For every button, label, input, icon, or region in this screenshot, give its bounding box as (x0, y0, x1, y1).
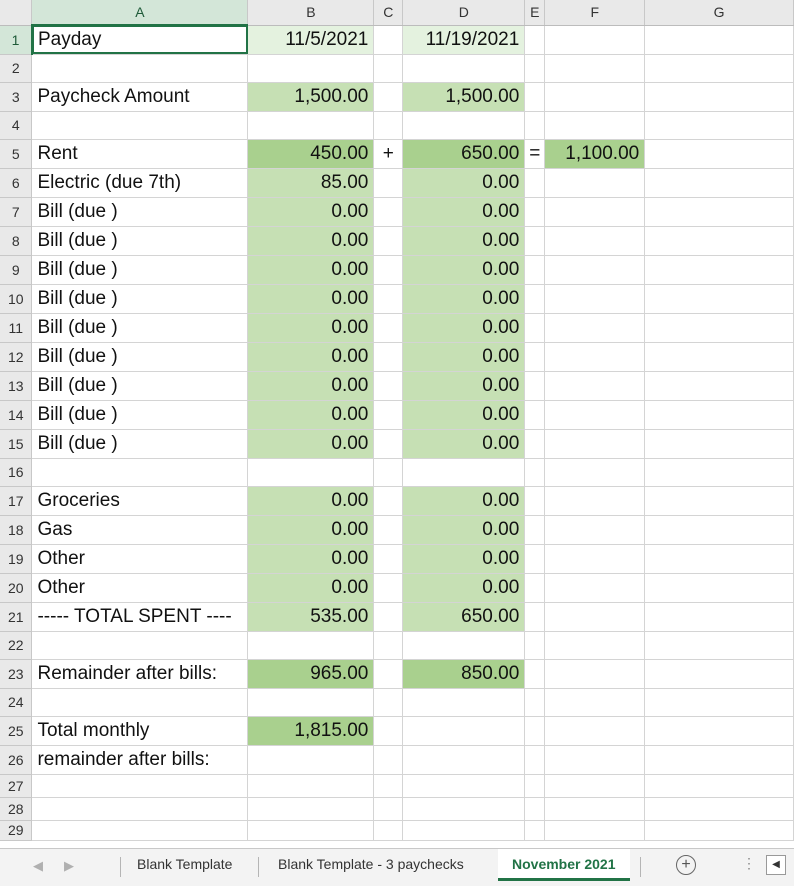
row-header[interactable]: 17 (0, 486, 32, 515)
table-row (0, 688, 794, 716)
cell-d16[interactable] (403, 458, 525, 486)
cell-c14[interactable] (374, 400, 403, 429)
cell-f22[interactable] (545, 631, 645, 659)
table-row (0, 429, 794, 458)
cell-e26[interactable] (525, 745, 545, 774)
cell-e23[interactable] (525, 659, 545, 688)
cell-c20[interactable] (374, 573, 403, 602)
cell-f5[interactable]: 1,100.00 (545, 139, 645, 168)
cell-e5[interactable]: = (525, 139, 545, 168)
cell-e4[interactable] (525, 111, 545, 139)
cell-b14[interactable]: 0.00 (248, 400, 374, 429)
cell-f26[interactable] (545, 745, 645, 774)
cell-a14[interactable]: Bill (due ) (32, 400, 248, 429)
table-row (0, 631, 794, 659)
column-header-a[interactable]: A (32, 0, 248, 25)
cell-g23[interactable] (645, 659, 794, 688)
cell-f13[interactable] (545, 371, 645, 400)
cell-g10[interactable] (645, 284, 794, 313)
cell-g29[interactable] (645, 820, 794, 840)
cell-c1[interactable] (374, 25, 403, 54)
cell-e22[interactable] (525, 631, 545, 659)
cell-g18[interactable] (645, 515, 794, 544)
cell-a15[interactable]: Bill (due ) (32, 429, 248, 458)
cell-b9[interactable]: 0.00 (248, 255, 374, 284)
cell-a17[interactable]: Groceries (32, 486, 248, 515)
cell-e19[interactable] (525, 544, 545, 573)
cell-e27[interactable] (525, 774, 545, 797)
table-row (0, 54, 794, 82)
row-header[interactable]: 11 (0, 313, 32, 342)
cell-d19[interactable]: 0.00 (403, 544, 525, 573)
cell-g27[interactable] (645, 774, 794, 797)
cell-d10[interactable]: 0.00 (403, 284, 525, 313)
cell-g6[interactable] (645, 168, 794, 197)
cell-f28[interactable] (545, 797, 645, 820)
cell-c9[interactable] (374, 255, 403, 284)
cell-g5[interactable] (645, 139, 794, 168)
cell-b2[interactable] (248, 54, 374, 82)
cell-a9[interactable]: Bill (due ) (32, 255, 248, 284)
cell-b29[interactable] (248, 820, 374, 840)
cell-d14[interactable]: 0.00 (403, 400, 525, 429)
cell-d8[interactable]: 0.00 (403, 226, 525, 255)
sheet-tab-bar (0, 848, 794, 886)
cell-d26[interactable] (403, 745, 525, 774)
cell-e14[interactable] (525, 400, 545, 429)
tab-november-2021[interactable]: November 2021 (498, 849, 630, 881)
cell-e18[interactable] (525, 515, 545, 544)
cell-f2[interactable] (545, 54, 645, 82)
cell-e28[interactable] (525, 797, 545, 820)
cell-b15[interactable]: 0.00 (248, 429, 374, 458)
cell-g7[interactable] (645, 197, 794, 226)
cell-a27[interactable] (32, 774, 248, 797)
row-header[interactable]: 27 (0, 774, 32, 797)
cell-e8[interactable] (525, 226, 545, 255)
cell-e15[interactable] (525, 429, 545, 458)
cell-g4[interactable] (645, 111, 794, 139)
cell-a8[interactable]: Bill (due ) (32, 226, 248, 255)
cell-b18[interactable]: 0.00 (248, 515, 374, 544)
cell-f4[interactable] (545, 111, 645, 139)
column-header-e[interactable]: E (525, 0, 545, 25)
cell-c18[interactable] (374, 515, 403, 544)
cell-d2[interactable] (403, 54, 525, 82)
table-row (0, 486, 794, 515)
cell-f21[interactable] (545, 602, 645, 631)
table-row (0, 716, 794, 745)
table-row (0, 400, 794, 429)
row-header[interactable]: 26 (0, 745, 32, 774)
cell-f11[interactable] (545, 313, 645, 342)
cell-g20[interactable] (645, 573, 794, 602)
cell-d28[interactable] (403, 797, 525, 820)
table-row (0, 284, 794, 313)
cell-f9[interactable] (545, 255, 645, 284)
cell-a20[interactable]: Other (32, 573, 248, 602)
row-header[interactable]: 21 (0, 602, 32, 631)
cell-b26[interactable] (248, 745, 374, 774)
cell-a11[interactable]: Bill (due ) (32, 313, 248, 342)
cell-e29[interactable] (525, 820, 545, 840)
row-header[interactable]: 12 (0, 342, 32, 371)
row-header[interactable]: 10 (0, 284, 32, 313)
cell-e11[interactable] (525, 313, 545, 342)
cell-c17[interactable] (374, 486, 403, 515)
cell-e20[interactable] (525, 573, 545, 602)
cell-a2[interactable] (32, 54, 248, 82)
cell-f7[interactable] (545, 197, 645, 226)
cell-f6[interactable] (545, 168, 645, 197)
cell-g1[interactable] (645, 25, 794, 54)
cell-c21[interactable] (374, 602, 403, 631)
row-header[interactable]: 8 (0, 226, 32, 255)
cell-e21[interactable] (525, 602, 545, 631)
cell-b5[interactable]: 450.00 (248, 139, 374, 168)
cell-f27[interactable] (545, 774, 645, 797)
cell-g28[interactable] (645, 797, 794, 820)
cell-g12[interactable] (645, 342, 794, 371)
cell-b13[interactable]: 0.00 (248, 371, 374, 400)
cell-a22[interactable] (32, 631, 248, 659)
table-row (0, 197, 794, 226)
cell-g24[interactable] (645, 688, 794, 716)
table-row (0, 313, 794, 342)
cell-g19[interactable] (645, 544, 794, 573)
cell-f3[interactable] (545, 82, 645, 111)
cell-d17[interactable]: 0.00 (403, 486, 525, 515)
cell-b27[interactable] (248, 774, 374, 797)
table-row (0, 82, 794, 111)
cell-b3[interactable]: 1,500.00 (248, 82, 374, 111)
cell-f14[interactable] (545, 400, 645, 429)
cell-g15[interactable] (645, 429, 794, 458)
cell-c29[interactable] (374, 820, 403, 840)
cell-g21[interactable] (645, 602, 794, 631)
column-header-d[interactable]: D (403, 0, 525, 25)
cell-a6[interactable]: Electric (due 7th) (32, 168, 248, 197)
cell-e9[interactable] (525, 255, 545, 284)
tab-divider (640, 857, 641, 877)
cell-c23[interactable] (374, 659, 403, 688)
cell-b25[interactable]: 1,815.00 (248, 716, 374, 745)
row-header[interactable]: 13 (0, 371, 32, 400)
column-header-b[interactable]: B (248, 0, 374, 25)
cell-c15[interactable] (374, 429, 403, 458)
cell-b7[interactable]: 0.00 (248, 197, 374, 226)
cell-d5[interactable]: 650.00 (403, 139, 525, 168)
cell-b22[interactable] (248, 631, 374, 659)
cell-d25[interactable] (403, 716, 525, 745)
row-header[interactable]: 1 (0, 25, 32, 54)
cell-a16[interactable] (32, 458, 248, 486)
cell-g13[interactable] (645, 371, 794, 400)
cell-g8[interactable] (645, 226, 794, 255)
cell-c6[interactable] (374, 168, 403, 197)
row-header[interactable]: 22 (0, 631, 32, 659)
cell-b28[interactable] (248, 797, 374, 820)
cell-e16[interactable] (525, 458, 545, 486)
cell-d27[interactable] (403, 774, 525, 797)
cell-a19[interactable]: Other (32, 544, 248, 573)
cell-f8[interactable] (545, 226, 645, 255)
column-header-g[interactable]: G (645, 0, 794, 25)
cell-d6[interactable]: 0.00 (403, 168, 525, 197)
cell-c24[interactable] (374, 688, 403, 716)
cell-d12[interactable]: 0.00 (403, 342, 525, 371)
cell-d22[interactable] (403, 631, 525, 659)
select-all-corner[interactable] (0, 0, 32, 25)
cell-d23[interactable]: 850.00 (403, 659, 525, 688)
cell-d21[interactable]: 650.00 (403, 602, 525, 631)
cell-g17[interactable] (645, 486, 794, 515)
cell-e17[interactable] (525, 486, 545, 515)
cell-a21[interactable]: ----- TOTAL SPENT ---- (32, 602, 248, 631)
cell-c28[interactable] (374, 797, 403, 820)
cell-d29[interactable] (403, 820, 525, 840)
cell-e13[interactable] (525, 371, 545, 400)
cell-g14[interactable] (645, 400, 794, 429)
row-header[interactable]: 3 (0, 82, 32, 111)
row-header[interactable]: 7 (0, 197, 32, 226)
cell-e10[interactable] (525, 284, 545, 313)
tab-blank-template-3-paychecks[interactable]: Blank Template - 3 paychecks (278, 856, 464, 872)
table-row (0, 168, 794, 197)
row-header[interactable]: 28 (0, 797, 32, 820)
cell-d24[interactable] (403, 688, 525, 716)
cell-a28[interactable] (32, 797, 248, 820)
cell-b1[interactable]: 11/5/2021 (248, 25, 374, 54)
cell-c16[interactable] (374, 458, 403, 486)
cell-a13[interactable]: Bill (due ) (32, 371, 248, 400)
tab-divider (258, 857, 259, 877)
cell-e12[interactable] (525, 342, 545, 371)
cell-d4[interactable] (403, 111, 525, 139)
cell-g11[interactable] (645, 313, 794, 342)
column-header-c[interactable]: C (374, 0, 403, 25)
cell-e24[interactable] (525, 688, 545, 716)
cell-a4[interactable] (32, 111, 248, 139)
cell-d1[interactable]: 11/19/2021 (403, 25, 525, 54)
cell-g25[interactable] (645, 716, 794, 745)
table-row (0, 25, 794, 54)
cell-d11[interactable]: 0.00 (403, 313, 525, 342)
cell-f10[interactable] (545, 284, 645, 313)
cell-d18[interactable]: 0.00 (403, 515, 525, 544)
cell-c5[interactable]: + (374, 139, 403, 168)
cell-b8[interactable]: 0.00 (248, 226, 374, 255)
row-header[interactable]: 24 (0, 688, 32, 716)
row-header[interactable]: 29 (0, 820, 32, 840)
cell-d20[interactable]: 0.00 (403, 573, 525, 602)
row-header[interactable]: 5 (0, 139, 32, 168)
cell-e2[interactable] (525, 54, 545, 82)
cell-c19[interactable] (374, 544, 403, 573)
cell-b19[interactable]: 0.00 (248, 544, 374, 573)
cell-b6[interactable]: 85.00 (248, 168, 374, 197)
cell-b23[interactable]: 965.00 (248, 659, 374, 688)
cell-a18[interactable]: Gas (32, 515, 248, 544)
table-row (0, 602, 794, 631)
cell-c8[interactable] (374, 226, 403, 255)
cell-c27[interactable] (374, 774, 403, 797)
cell-b17[interactable]: 0.00 (248, 486, 374, 515)
cell-a24[interactable] (32, 688, 248, 716)
tab-divider (120, 857, 121, 877)
cell-c10[interactable] (374, 284, 403, 313)
cell-c7[interactable] (374, 197, 403, 226)
cell-f15[interactable] (545, 429, 645, 458)
row-header[interactable]: 16 (0, 458, 32, 486)
table-row (0, 820, 794, 840)
cell-g16[interactable] (645, 458, 794, 486)
cell-e25[interactable] (525, 716, 545, 745)
column-header-f[interactable]: F (545, 0, 645, 25)
cell-d3[interactable]: 1,500.00 (403, 82, 525, 111)
cell-c13[interactable] (374, 371, 403, 400)
cell-a1[interactable]: Payday (32, 25, 248, 54)
cell-d9[interactable]: 0.00 (403, 255, 525, 284)
cell-g26[interactable] (645, 745, 794, 774)
cell-f1[interactable] (545, 25, 645, 54)
cell-a10[interactable]: Bill (due ) (32, 284, 248, 313)
row-header[interactable]: 2 (0, 54, 32, 82)
cell-c2[interactable] (374, 54, 403, 82)
cell-f23[interactable] (545, 659, 645, 688)
table-row (0, 573, 794, 602)
cell-e3[interactable] (525, 82, 545, 111)
cell-b11[interactable]: 0.00 (248, 313, 374, 342)
cell-f29[interactable] (545, 820, 645, 840)
table-row (0, 111, 794, 139)
cell-c25[interactable] (374, 716, 403, 745)
cell-e7[interactable] (525, 197, 545, 226)
cell-a26[interactable]: remainder after bills: (32, 745, 248, 774)
cell-c11[interactable] (374, 313, 403, 342)
row-header[interactable]: 6 (0, 168, 32, 197)
cell-g22[interactable] (645, 631, 794, 659)
plus-circle-icon[interactable]: + (676, 855, 696, 875)
cell-e1[interactable] (525, 25, 545, 54)
cell-b10[interactable]: 0.00 (248, 284, 374, 313)
vertical-dots-icon: ⋮ (742, 855, 756, 871)
table-row (0, 774, 794, 797)
table-row (0, 342, 794, 371)
cell-f17[interactable] (545, 486, 645, 515)
cell-f25[interactable] (545, 716, 645, 745)
chevron-right-icon[interactable]: ▶ (64, 858, 74, 873)
row-header[interactable]: 4 (0, 111, 32, 139)
tab-blank-template[interactable]: Blank Template (137, 856, 233, 872)
row-header[interactable]: 19 (0, 544, 32, 573)
cell-a7[interactable]: Bill (due ) (32, 197, 248, 226)
cell-f16[interactable] (545, 458, 645, 486)
table-row (0, 797, 794, 820)
cell-g2[interactable] (645, 54, 794, 82)
row-header[interactable]: 18 (0, 515, 32, 544)
cell-f12[interactable] (545, 342, 645, 371)
table-row (0, 458, 794, 486)
cell-a29[interactable] (32, 820, 248, 840)
cell-a3[interactable]: Paycheck Amount (32, 82, 248, 111)
table-row (0, 515, 794, 544)
cell-f18[interactable] (545, 515, 645, 544)
cell-f19[interactable] (545, 544, 645, 573)
cell-c3[interactable] (374, 82, 403, 111)
cell-c12[interactable] (374, 342, 403, 371)
cell-g9[interactable] (645, 255, 794, 284)
table-row (0, 544, 794, 573)
cell-c22[interactable] (374, 631, 403, 659)
cell-b12[interactable]: 0.00 (248, 342, 374, 371)
cell-a5[interactable]: Rent (32, 139, 248, 168)
table-row (0, 226, 794, 255)
cell-f20[interactable] (545, 573, 645, 602)
table-row (0, 659, 794, 688)
cell-d15[interactable]: 0.00 (403, 429, 525, 458)
cell-c26[interactable] (374, 745, 403, 774)
row-header[interactable]: 9 (0, 255, 32, 284)
row-header[interactable]: 23 (0, 659, 32, 688)
cell-c4[interactable] (374, 111, 403, 139)
row-header[interactable]: 14 (0, 400, 32, 429)
chevron-left-icon[interactable]: ◀ (33, 858, 43, 873)
cell-b4[interactable] (248, 111, 374, 139)
scroll-left-icon[interactable]: ◀ (766, 855, 786, 875)
cell-b20[interactable]: 0.00 (248, 573, 374, 602)
table-row (0, 371, 794, 400)
row-header[interactable]: 15 (0, 429, 32, 458)
cell-d13[interactable]: 0.00 (403, 371, 525, 400)
row-header[interactable]: 25 (0, 716, 32, 745)
row-header[interactable]: 20 (0, 573, 32, 602)
cell-e6[interactable] (525, 168, 545, 197)
table-row (0, 255, 794, 284)
table-row (0, 139, 794, 168)
table-row (0, 745, 794, 774)
cell-b24[interactable] (248, 688, 374, 716)
cell-b16[interactable] (248, 458, 374, 486)
cell-a25[interactable]: Total monthly (32, 716, 248, 745)
cell-a23[interactable]: Remainder after bills: (32, 659, 248, 688)
cell-f24[interactable] (545, 688, 645, 716)
cell-d7[interactable]: 0.00 (403, 197, 525, 226)
cell-b21[interactable]: 535.00 (248, 602, 374, 631)
cell-a12[interactable]: Bill (due ) (32, 342, 248, 371)
cell-g3[interactable] (645, 82, 794, 111)
